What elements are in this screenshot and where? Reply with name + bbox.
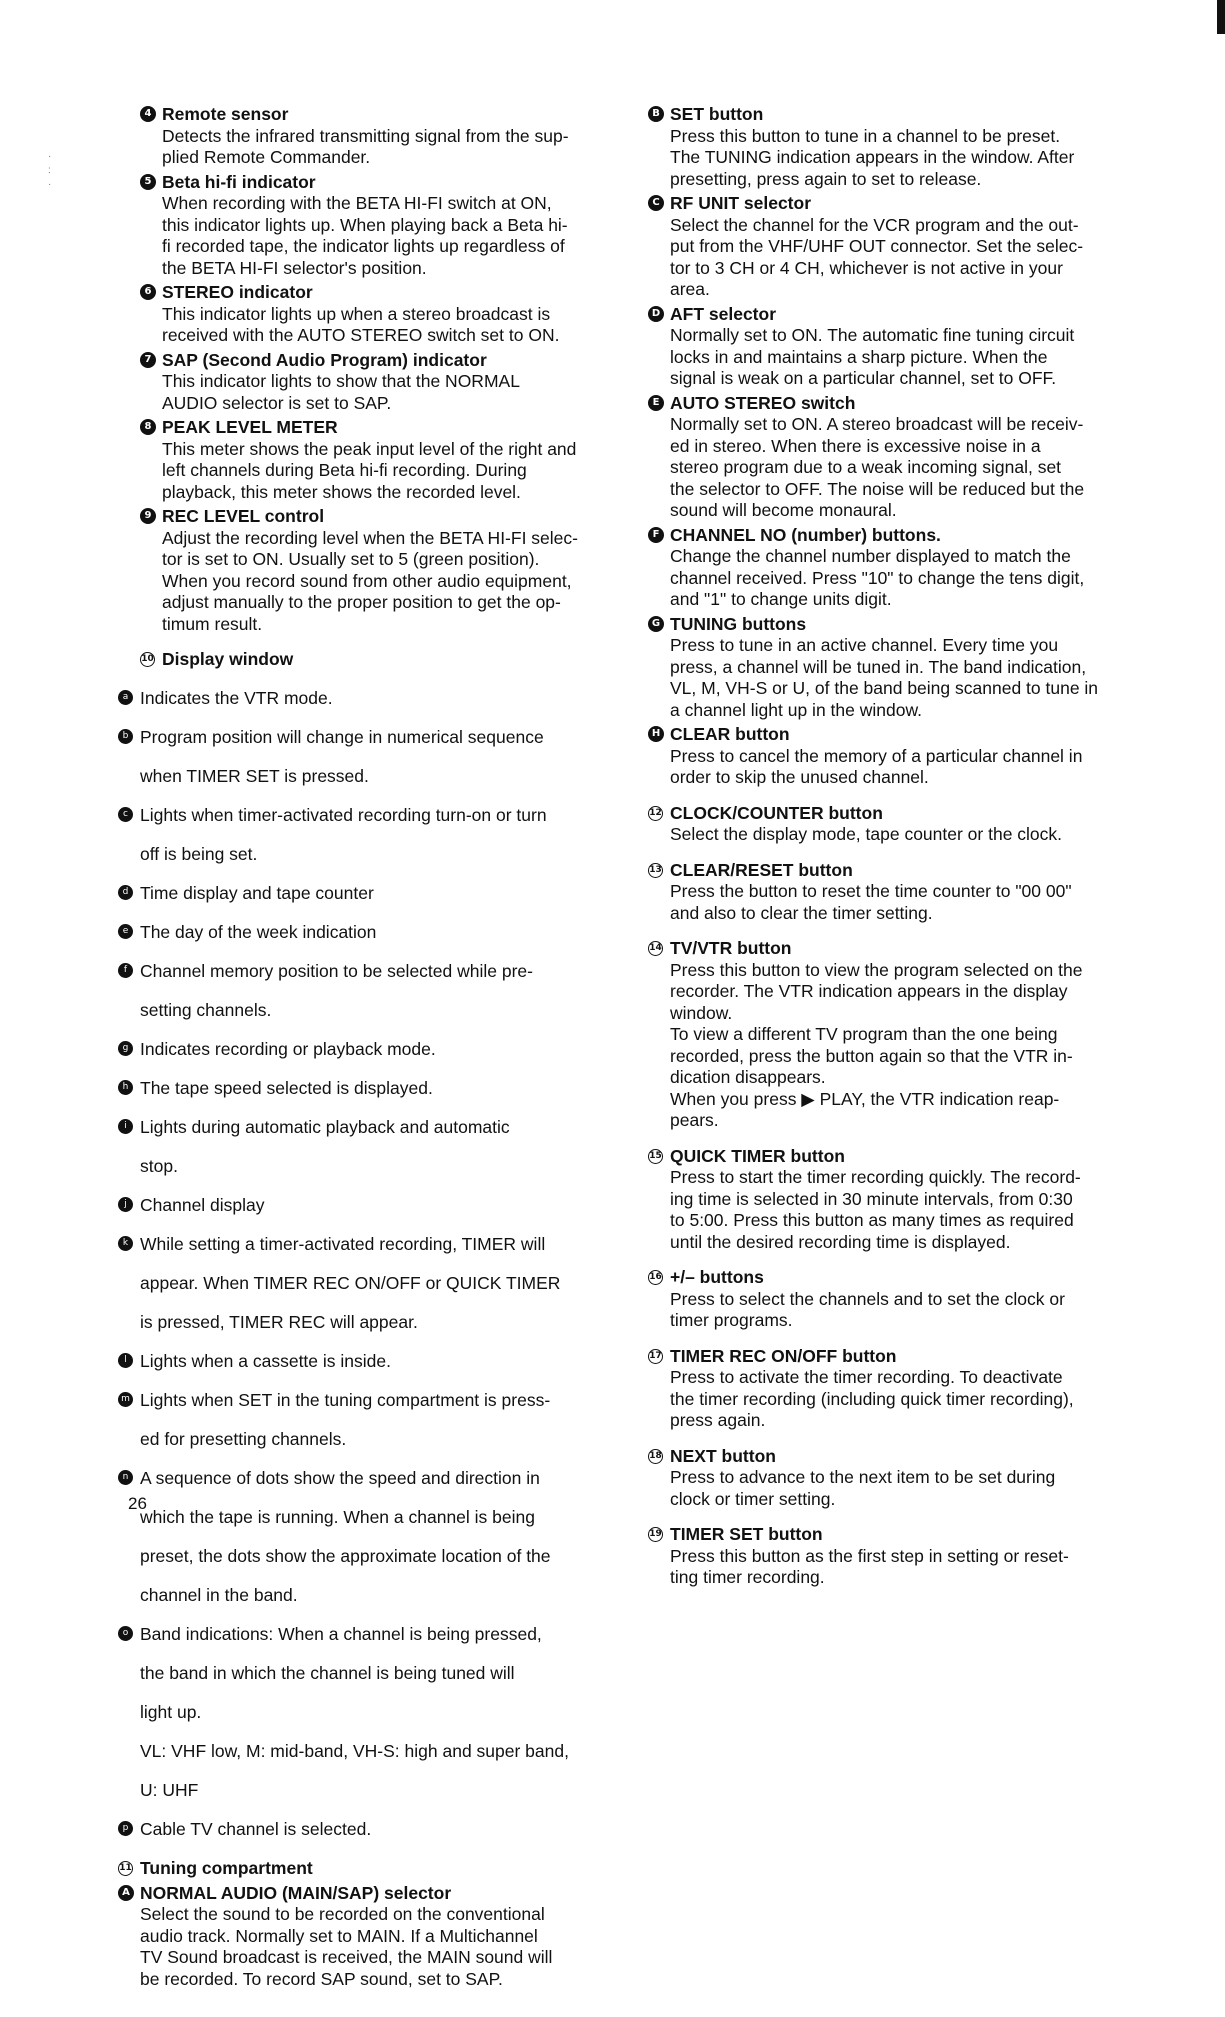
legend-entry — [118, 1883, 612, 1991]
description-line: When you record sound from other audio equipment, — [162, 570, 572, 591]
indicator-description — [140, 961, 612, 1022]
item-number-badge: F — [648, 527, 664, 543]
item-title: TIMER SET button — [670, 1524, 823, 1544]
legend-entry — [140, 350, 612, 415]
legend-entry — [140, 172, 612, 280]
item-number-badge: 8 — [140, 419, 156, 435]
indicator-description — [140, 1819, 612, 1841]
description-line: the BETA HI-FI selector's position. — [162, 257, 427, 278]
item-title: Beta hi-fi indicator — [162, 171, 316, 192]
item-title: SET button — [670, 104, 764, 124]
item-title: AFT selector — [670, 303, 776, 324]
item-title: SAP (Second Audio Program) indicator — [162, 349, 487, 370]
description-line: put from the VHF/UHF OUT connector. Set the selec- — [670, 236, 1084, 256]
legend-entry — [140, 417, 612, 503]
item-description — [670, 746, 1136, 789]
description-line: area. — [670, 279, 710, 299]
description-line: the selector to OFF. The noise will be reduced but the — [670, 478, 1085, 499]
description-line: Cable TV channel is selected. — [140, 1819, 372, 1839]
legend-entry — [648, 1446, 1136, 1511]
legend-entry — [140, 282, 612, 347]
description-line: Select the sound to be recorded on the conventional — [140, 1904, 545, 1924]
item-description — [670, 126, 1136, 191]
item-number-badge: 15 — [648, 1149, 663, 1164]
description-line: ting timer recording. — [670, 1567, 825, 1587]
item-number-badge: A — [118, 1885, 134, 1901]
item-number-badge: 9 — [140, 508, 156, 524]
description-line: the band in which the channel is being tuned will — [140, 1663, 515, 1683]
page-number: 26 — [128, 1494, 147, 1513]
indicator-letter-badge: j — [118, 1197, 133, 1212]
description-line: stop. — [140, 1156, 178, 1176]
display-indicator-item — [118, 805, 612, 866]
item-number-badge: 13 — [648, 863, 663, 878]
display-indicator-item — [118, 688, 612, 710]
indicator-description — [140, 1624, 612, 1802]
description-line: Lights when a cassette is inside. — [140, 1351, 391, 1371]
item-description — [670, 1546, 1136, 1589]
item-description — [670, 414, 1136, 522]
item-number-badge: D — [648, 306, 664, 322]
description-line: U: UHF — [140, 1780, 199, 1800]
description-line: Time display and tape counter — [140, 883, 374, 903]
legend-entry — [140, 104, 612, 169]
indicator-letter-badge: c — [118, 807, 133, 822]
description-line: playback, this meter shows the recorded level. — [162, 481, 521, 502]
description-line: timer programs. — [670, 1310, 793, 1330]
item-number-badge: 18 — [648, 1449, 663, 1464]
indicator-description — [140, 1195, 612, 1217]
description-line: locks in and maintains a sharp picture. When the — [670, 346, 1048, 367]
display-indicator-item — [118, 1234, 612, 1334]
description-line: VL: VHF low, M: mid-band, VH-S: high and super band, — [140, 1741, 569, 1761]
indicator-letter-badge: b — [118, 729, 133, 744]
description-line: tor to 3 CH or 4 CH, whichever is not active in your — [670, 257, 1063, 278]
item-title: CLOCK/COUNTER button — [670, 802, 883, 823]
description-line: Select the display mode, tape counter or the clock. — [670, 824, 1063, 844]
indicator-letter-badge: m — [118, 1392, 133, 1407]
item-description — [162, 193, 612, 279]
display-indicator-item — [118, 1468, 612, 1607]
description-line: audio track. Normally set to MAIN. If a Multichannel — [140, 1925, 538, 1946]
description-line: Band indications: When a channel is being pressed, — [140, 1624, 542, 1644]
description-line: When you press ▶ PLAY, the VTR indication reap- — [670, 1088, 1060, 1109]
legend-entry — [648, 393, 1136, 522]
item-title: Remote sensor — [162, 104, 289, 124]
description-line: clock or timer setting. — [670, 1488, 836, 1509]
display-indicator-item — [118, 922, 612, 944]
description-line: dication disappears. — [670, 1067, 826, 1087]
description-line: A sequence of dots show the speed and direction in — [140, 1468, 540, 1488]
indicator-letter-badge: n — [118, 1470, 133, 1485]
indicator-description — [140, 727, 612, 788]
description-line: sound will become monaural. — [670, 500, 897, 520]
description-line: appear. When TIMER REC ON/OFF or QUICK TIMER — [140, 1273, 561, 1293]
indicator-letter-badge: k — [118, 1236, 133, 1251]
description-line: fi recorded tape, the indicator lights up regardless of — [162, 236, 565, 256]
item-description — [670, 1289, 1136, 1332]
description-line: a channel light up in the window. — [670, 699, 922, 720]
indicator-description — [140, 1234, 612, 1334]
description-line: preset, the dots show the approximate location of the — [140, 1546, 551, 1566]
page-edge-mark — [1217, 0, 1225, 34]
description-line: be recorded. To record SAP sound, set to SAP. — [140, 1968, 503, 1989]
item-title: Display window — [162, 649, 294, 669]
display-indicator-item — [118, 1117, 612, 1178]
description-line: left channels during Beta hi-fi recording. During — [162, 460, 527, 480]
description-line: Press to cancel the memory of a particular channel in — [670, 745, 1083, 766]
indicator-letter-badge: i — [118, 1119, 133, 1134]
item-number-badge: 4 — [140, 106, 156, 122]
description-line: Normally set to ON. The automatic fine tuning circuit — [670, 325, 1075, 345]
display-indicator-item — [118, 1351, 612, 1373]
description-line: This meter shows the peak input level of the right and — [162, 438, 577, 459]
item-number-badge: 16 — [648, 1270, 663, 1285]
right-column — [648, 104, 1136, 1592]
item-title: TUNING buttons — [670, 613, 807, 634]
item-number-badge: 6 — [140, 284, 156, 300]
description-line: received with the AUTO STEREO switch set to ON. — [162, 325, 560, 345]
description-line: Press this button as the first step in setting or reset- — [670, 1545, 1069, 1566]
display-indicator-item — [118, 1078, 612, 1100]
description-line: Press to advance to the next item to be set during — [670, 1467, 1056, 1487]
description-line: Channel memory position to be selected while pre- — [140, 961, 533, 981]
description-line: While setting a timer-activated recording, TIMER will — [140, 1234, 546, 1254]
display-indicator-item — [118, 1039, 612, 1061]
item-number-badge: E — [648, 395, 664, 411]
indicator-letter-badge: f — [118, 963, 133, 978]
item-number-badge: 12 — [648, 806, 663, 821]
indicator-description — [140, 1468, 612, 1607]
description-line: Press to tune in an active channel. Every time you — [670, 635, 1059, 655]
description-line: this indicator lights up. When playing back a Beta hi- — [162, 214, 568, 235]
display-indicator-item — [118, 1624, 612, 1802]
item-number-badge: 10 — [140, 652, 155, 667]
item-description — [162, 371, 612, 414]
item-title: NEXT button — [670, 1445, 776, 1466]
description-line: Press to activate the timer recording. To deactivate — [670, 1367, 1063, 1387]
description-line: VL, M, VH-S or U, of the band being scanned to tune in — [670, 678, 1099, 698]
item-number-badge: 14 — [648, 941, 663, 956]
legend-entry — [648, 304, 1136, 390]
item-number-badge: B — [648, 106, 664, 122]
item-description — [670, 1167, 1136, 1253]
item-number-badge: C — [648, 195, 664, 211]
description-line: recorder. The VTR indication appears in the display — [670, 981, 1068, 1001]
description-line: This indicator lights up when a stereo broadcast is — [162, 303, 551, 324]
description-line: Press this button to tune in a channel to be preset. — [670, 125, 1061, 146]
description-line: order to skip the unused channel. — [670, 767, 929, 787]
item-number-badge: G — [648, 616, 664, 632]
item-title: Tuning compartment — [140, 1858, 313, 1878]
description-line: Select the channel for the VCR program and the out- — [670, 214, 1079, 235]
item-description — [670, 881, 1136, 924]
item-title: CLEAR/RESET button — [670, 859, 853, 880]
indicator-letter-badge: g — [118, 1041, 133, 1056]
item-description — [162, 528, 612, 636]
description-line: Adjust the recording level when the BETA HI-FI selec- — [162, 527, 578, 548]
item-description — [670, 546, 1136, 611]
indicator-description — [140, 688, 612, 710]
indicator-description — [140, 1117, 612, 1178]
indicator-description — [140, 805, 612, 866]
indicator-description — [140, 1078, 612, 1100]
description-line: AUDIO selector is set to SAP. — [162, 392, 392, 413]
description-line: which the tape is running. When a channel is being — [140, 1507, 535, 1527]
legend-entry — [648, 1267, 1136, 1332]
description-line: Channel display — [140, 1195, 265, 1215]
description-line: To view a different TV program than the one being — [670, 1024, 1058, 1044]
item-number-badge: 19 — [648, 1527, 663, 1542]
description-line: TV Sound broadcast is received, the MAIN sound will — [140, 1947, 553, 1967]
description-line: The TUNING indication appears in the window. After — [670, 147, 1075, 167]
legend-entry — [648, 1346, 1136, 1432]
description-line: Detects the infrared transmitting signal from the sup- — [162, 125, 569, 146]
legend-entry — [648, 1524, 1136, 1589]
item-title: AUTO STEREO switch — [670, 392, 856, 413]
description-line: Change the channel number displayed to match the — [670, 546, 1071, 566]
display-indicator-item — [118, 1195, 612, 1217]
description-line: press again. — [670, 1410, 766, 1430]
description-line: and also to clear the timer setting. — [670, 902, 933, 923]
display-window-list — [118, 688, 612, 1841]
item-description — [140, 1904, 612, 1990]
description-line: signal is weak on a particular channel, set to OFF. — [670, 368, 1057, 388]
description-line: This indicator lights to show that the NORMAL — [162, 371, 520, 391]
indicator-letter-badge: p — [118, 1821, 133, 1836]
item-description — [162, 304, 612, 347]
item-title: PEAK LEVEL METER — [162, 417, 338, 437]
indicator-letter-badge: l — [118, 1353, 133, 1368]
item-description — [670, 1367, 1136, 1432]
item-description — [670, 1467, 1136, 1510]
item-title: RF UNIT selector — [670, 193, 811, 213]
description-line: Indicates the VTR mode. — [140, 688, 333, 708]
display-indicator-item — [118, 1390, 612, 1451]
description-line: to 5:00. Press this button as many times as required — [670, 1210, 1074, 1230]
description-line: Press this button to view the program selected on the — [670, 959, 1083, 980]
legend-entry — [648, 724, 1136, 789]
display-indicator-item — [118, 1819, 612, 1841]
item-title: REC LEVEL control — [162, 506, 325, 526]
item-description — [670, 215, 1136, 301]
description-line: Press to select the channels and to set the clock or — [670, 1288, 1065, 1309]
item-number-badge: 7 — [140, 352, 156, 368]
indicator-description — [140, 1351, 612, 1373]
description-line: The tape speed selected is displayed. — [140, 1078, 433, 1098]
item-description — [670, 325, 1136, 390]
description-line: timum result. — [162, 613, 263, 634]
display-indicator-item — [118, 961, 612, 1022]
description-line: and "1" to change units digit. — [670, 589, 892, 609]
description-line: off is being set. — [140, 844, 258, 864]
description-line: the timer recording (including quick timer recording), — [670, 1388, 1074, 1409]
description-line: Press the button to reset the time counter to "00 00" — [670, 881, 1072, 901]
indicator-description — [140, 1039, 612, 1061]
legend-entry — [648, 614, 1136, 722]
display-indicator-item — [118, 883, 612, 905]
indicator-letter-badge: h — [118, 1080, 133, 1095]
description-line: light up. — [140, 1702, 202, 1722]
display-window-entry — [140, 649, 612, 671]
description-line: tor is set to ON. Usually set to 5 (green position). — [162, 549, 540, 569]
item-number-badge: 5 — [140, 174, 156, 190]
description-line: Normally set to ON. A stereo broadcast will be receiv- — [670, 414, 1084, 434]
indicator-letter-badge: o — [118, 1626, 133, 1641]
item-description — [670, 960, 1136, 1132]
item-title: TV/VTR button — [670, 938, 792, 958]
description-line: adjust manually to the proper position to get the op- — [162, 592, 561, 612]
item-title: QUICK TIMER button — [670, 1145, 845, 1166]
tuning-compartment-entry — [118, 1858, 612, 1880]
legend-entry — [648, 803, 1136, 846]
description-line: Lights when SET in the tuning compartment is press- — [140, 1390, 551, 1410]
indicator-description — [140, 1390, 612, 1451]
item-description — [670, 824, 1136, 846]
indicator-letter-badge: e — [118, 924, 133, 939]
description-line: ed in stereo. When there is excessive noise in a — [670, 435, 1041, 456]
description-line: channel received. Press "10" to change the tens digit, — [670, 567, 1085, 588]
description-line: ed for presetting channels. — [140, 1429, 347, 1449]
description-line: Indicates recording or playback mode. — [140, 1039, 436, 1059]
description-line: setting channels. — [140, 1000, 272, 1020]
description-line: pears. — [670, 1110, 719, 1130]
indicator-description — [140, 883, 612, 905]
description-line: plied Remote Commander. — [162, 147, 371, 167]
item-description — [162, 126, 612, 169]
legend-entry — [140, 506, 612, 635]
description-line: when TIMER SET is pressed. — [140, 766, 369, 786]
legend-entry — [648, 860, 1136, 925]
display-indicator-item — [118, 727, 612, 788]
item-description — [670, 635, 1136, 721]
description-line: until the desired recording time is displayed. — [670, 1231, 1011, 1252]
description-line: ing time is selected in 30 minute intervals, from 0:30 — [670, 1188, 1073, 1209]
margin-dots: · : · — [48, 151, 52, 190]
item-title: +/– buttons — [670, 1267, 764, 1287]
legend-entry — [648, 104, 1136, 190]
legend-entry — [648, 193, 1136, 301]
item-title: STEREO indicator — [162, 282, 313, 302]
description-line: The day of the week indication — [140, 922, 377, 942]
item-title: CLEAR button — [670, 724, 790, 744]
description-line: channel in the band. — [140, 1585, 298, 1605]
description-line: When recording with the BETA HI-FI switch at ON, — [162, 193, 552, 213]
item-title: TIMER REC ON/OFF button — [670, 1345, 897, 1366]
item-number-badge: H — [648, 726, 664, 742]
item-number-badge: 11 — [118, 1861, 133, 1876]
description-line: stereo program due to a weak incoming signal, set — [670, 457, 1062, 477]
item-number-badge: 17 — [648, 1349, 663, 1364]
legend-entry — [648, 1146, 1136, 1254]
legend-entry — [648, 938, 1136, 1132]
description-line: recorded, press the button again so that the VTR in- — [670, 1045, 1073, 1066]
legend-entry — [648, 525, 1136, 611]
indicator-description — [140, 922, 612, 944]
description-line: Program position will change in numerical sequence — [140, 727, 544, 747]
indicator-letter-badge: a — [118, 690, 133, 705]
item-description — [162, 439, 612, 504]
description-line: press, a channel will be tuned in. The band indication, — [670, 656, 1087, 677]
item-title: CHANNEL NO (number) buttons. — [670, 524, 941, 545]
description-line: window. — [670, 1002, 733, 1023]
description-line: presetting, press again to set to release. — [670, 168, 982, 189]
description-line: is pressed, TIMER REC will appear. — [140, 1312, 418, 1332]
description-line: Lights when timer-activated recording turn-on or turn — [140, 805, 547, 825]
indicator-letter-badge: d — [118, 885, 133, 900]
description-line: Lights during automatic playback and automatic — [140, 1117, 510, 1137]
item-title: NORMAL AUDIO (MAIN/SAP) selector — [140, 1882, 452, 1903]
description-line: Press to start the timer recording quickly. The record- — [670, 1167, 1081, 1187]
